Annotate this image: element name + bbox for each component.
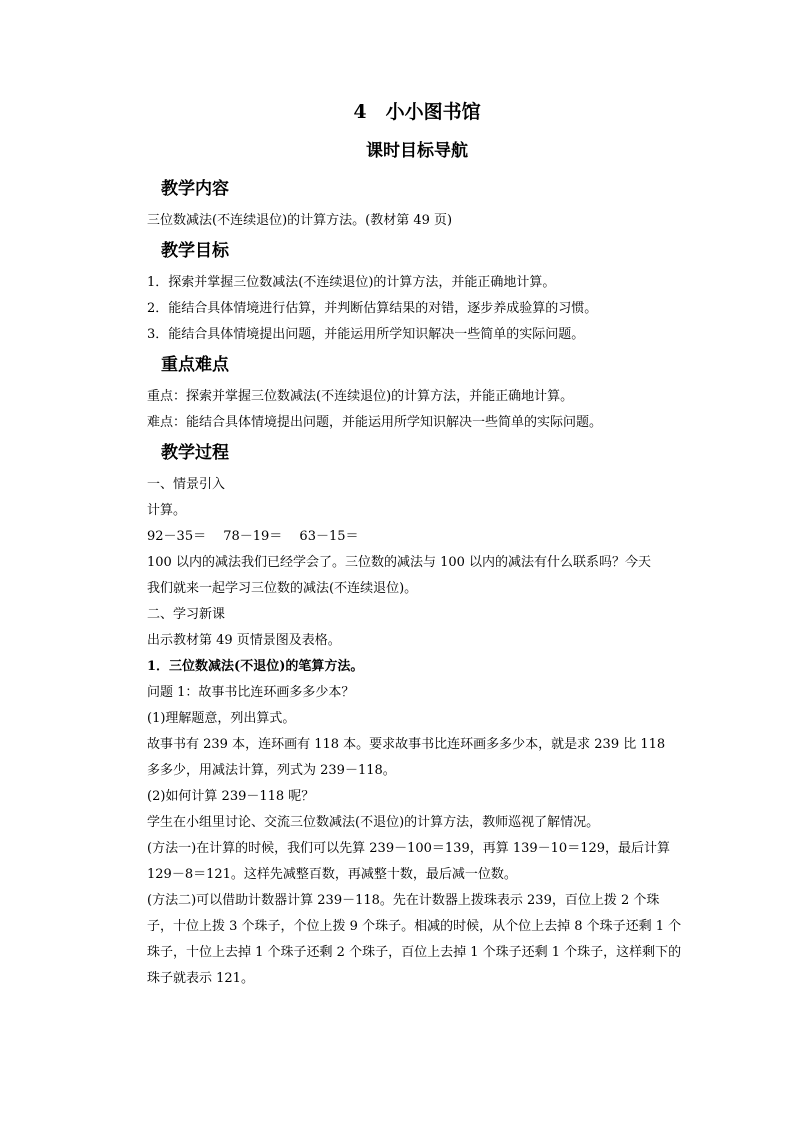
- process-part-1-title: 一、情景引入: [147, 477, 226, 492]
- objective-item: 3．能结合具体情境提出问题，并能运用所学知识解决一些简单的实际问题。: [147, 327, 585, 342]
- intro-paragraph-line: 我们就来一起学习三位数的减法(不连续退位)。: [147, 581, 418, 596]
- method-2-line: 珠子就表示 121。: [147, 971, 254, 986]
- section-heading-objectives: 教学目标: [161, 241, 229, 261]
- section-heading-process: 教学过程: [161, 443, 229, 463]
- step-1-paragraph-line: 故事书有 239 本，连环画有 118 本。要求故事书比连环画多多少本，就是求 239 比 118: [147, 737, 666, 752]
- question-1: 问题 1：故事书比连环画多多少本？: [147, 685, 355, 700]
- document-body: [147, 172, 682, 992]
- calc-exercises: 92－35＝ 78－19＝ 63－15＝: [147, 529, 359, 544]
- method-1-line: (方法一)在计算的时候，我们可以先算 239－100＝139，再算 139－10＝129，最后计算: [147, 841, 671, 856]
- discussion-text: 学生在小组里讨论、交流三位数减法(不退位)的计算方法，教师巡视了解情况。: [147, 815, 600, 830]
- method-1-line: 129－8＝121。这样先减整百数，再减整十数，最后减一位数。: [147, 867, 517, 882]
- section-heading-key-points: 重点难点: [161, 355, 229, 375]
- step-1-paragraph-line: 多多少，用减法计算，列式为 239－118。: [147, 763, 396, 778]
- key-point: 重点：探索并掌握三位数减法(不连续退位)的计算方法，并能正确地计算。: [147, 389, 574, 404]
- step-1: (1)理解题意，列出算式。: [147, 711, 296, 726]
- difficult-point: 难点：能结合具体情境提出问题，并能运用所学知识解决一些简单的实际问题。: [147, 415, 603, 430]
- lesson-subtitle: 课时目标导航: [366, 141, 468, 161]
- section-heading-content: 教学内容: [161, 179, 229, 199]
- method-2-line: 子，十位上拨 3 个珠子，个位上拨 9 个珠子。相减的时候，从个位上去掉 8 个珠子还剩 1 个: [147, 919, 682, 934]
- method-2-line: (方法二)可以借助计数器计算 239－118。先在计数器上拨珠表示 239，百位上拨 2 个珠: [147, 893, 660, 908]
- objective-item: 1．探索并掌握三位数减法(不连续退位)的计算方法，并能正确地计算。: [147, 275, 556, 290]
- content-text: 三位数减法(不连续退位)的计算方法。(教材第 49 页): [147, 213, 453, 228]
- step-2: (2)如何计算 239－118 呢？: [147, 789, 315, 804]
- calc-prompt: 计算。: [147, 503, 187, 518]
- process-part-2-title: 二、学习新课: [147, 607, 226, 622]
- method-2-line: 珠子，十位上去掉 1 个珠子还剩 2 个珠子，百位上去掉 1 个珠子还剩 1 个珠子，这样剩下的: [147, 945, 682, 960]
- method-heading: 1．三位数减法(不退位)的笔算方法。: [147, 659, 364, 674]
- objective-item: 2．能结合具体情境进行估算，并判断估算结果的对错，逐步养成验算的习惯。: [147, 301, 598, 316]
- show-textbook: 出示教材第 49 页情景图及表格。: [147, 633, 341, 648]
- lesson-title: 4 小小图书馆: [353, 101, 481, 123]
- intro-paragraph-line: 100 以内的减法我们已经学会了。三位数的减法与 100 以内的减法有什么联系吗？今天: [147, 555, 652, 570]
